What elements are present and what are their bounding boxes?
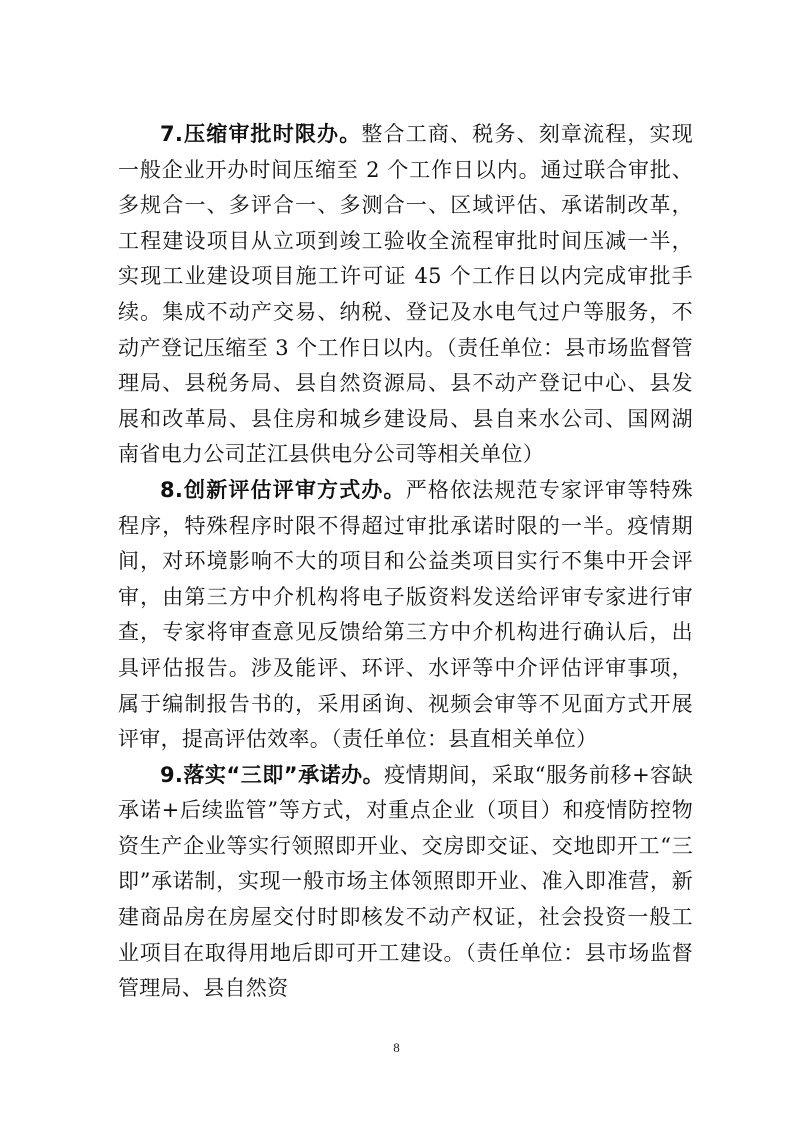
paragraph-8-body: 严格依法规范专家评审等特殊程序，特殊程序时限不得超过审批承诺时限的一半。疫情期间，对环境影响不大的项目和公益类项目实行不集中开会评审，由第三方中介机构将电子版资料发送给评审专家进行审查，专家将审查意见反馈给第三方中介机构进行确认后，出具评估报告。涉及能评、环评、水评等中介评估评审事项，属于编制报告书的，采用函询、视频会审等不见面方式开展评审，提高评估效率。（责任单位：县直相关单位） (118, 477, 693, 752)
page-number: 8 (393, 1040, 400, 1055)
paragraph-7 (118, 117, 693, 473)
paragraph-8-heading: 8.创新评估评审方式办。 (160, 477, 406, 502)
paragraph-9-body: 疫情期间，采取“服务前移+容缺承诺+后续监管”等方式，对重点企业（项目）和疫情防控物资生产企业等实行领照即开业、交房即交证、交地即开工“三即”承诺制，实现一般市场主体领照即开业、准入即准营，新建商品房在房屋交付时即核发不动产权证，社会投资一般工业项目在取得用地后即可开工建设。（责任单位：县市场监督管理局、县自然资 (118, 762, 693, 1001)
paragraph-9 (118, 758, 693, 1007)
paragraph-7-heading: 7.压缩审批时限办。 (160, 122, 362, 146)
paragraph-7-body: 整合工商、税务、刻章流程，实现一般企业开办时间压缩至 2 个工作日以内。通过联合审批、多规合一、多评合一、多测合一、区域评估、承诺制改革，工程建设项目从立项到竣工验收全流程审批时间压减一半，实现工业建设项目施工许可证 45 个工作日以内完成审批手续。集成不动产交易、纳税、登记及水电气过户等服务，不动产登记压缩至 3 个工作日以内。（责任单位：县市场监督管理局、县税务局、县自然资源局、县不动产登记中心、县发展和改革局、县住房和城乡建设局、县自来水公司、国网湖南省电力公司芷江县供电分公司等相关单位） (118, 122, 694, 467)
document-page (118, 117, 693, 1007)
paragraph-9-heading: 9.落实“三即”承诺办。 (160, 762, 385, 787)
paragraph-8 (118, 473, 693, 758)
